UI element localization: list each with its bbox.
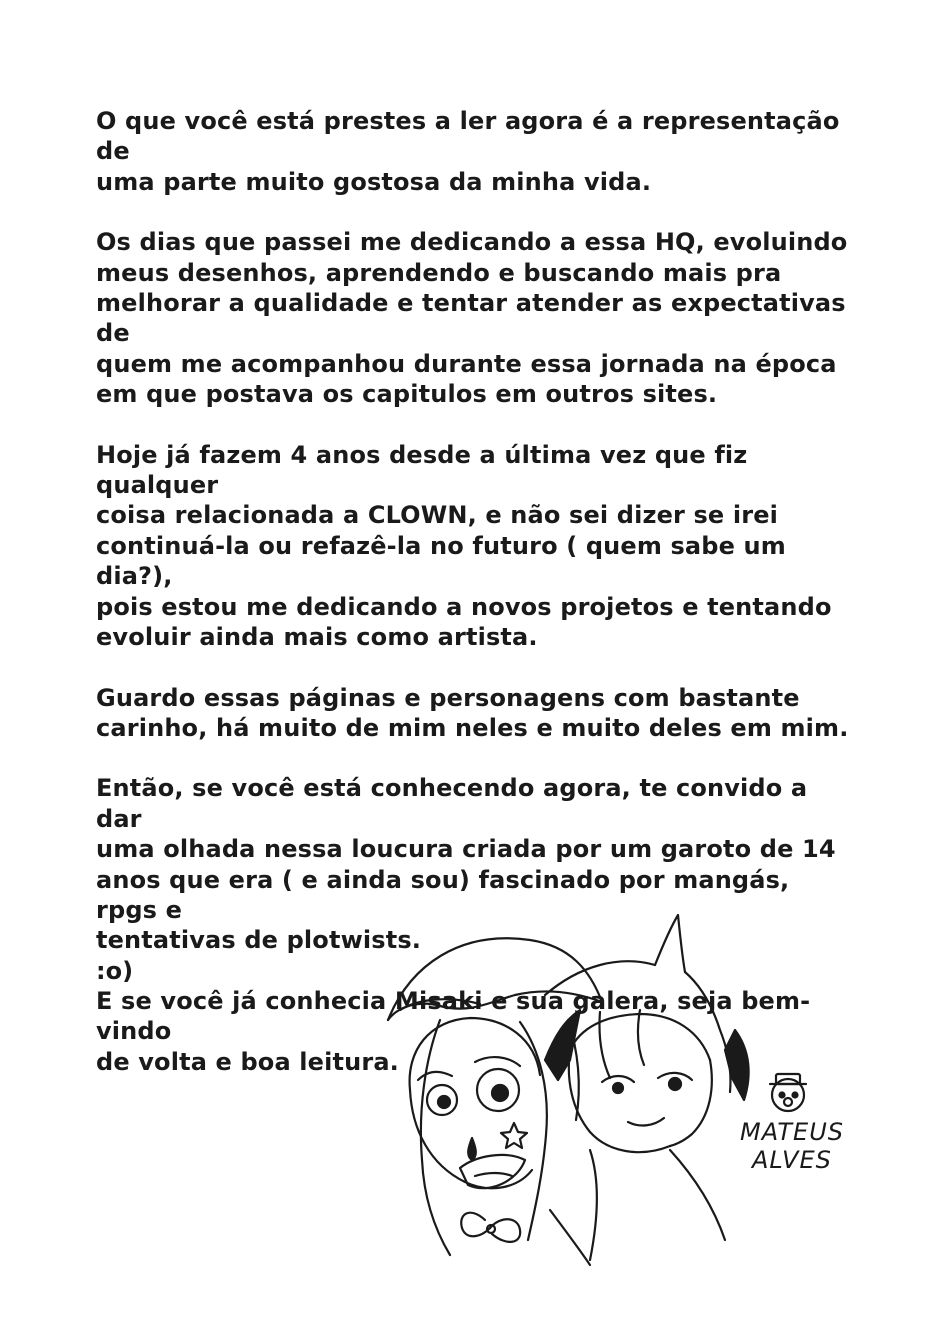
paragraph-welcome-back: E se você já conhecia Misaki e sua galera, seja bem-vindo de volta e boa leitura. [96, 986, 811, 1076]
paragraph-invitation: Então, se você está conhecendo agora, te convido a dar uma olhada nessa loucura criada por um garoto de 14 anos que era ( e ainda sou) fascinado por mangás, rpgs e tentativas de plotwists. [96, 774, 836, 955]
two-characters-sketch-icon [340, 910, 860, 1270]
paragraph-journey: Os dias que passei me dedicando a essa HQ, evoluindo meus desenhos, aprendendo e buscando mais pra melhorar a qualidade e tentar atender as expectativas de quem me acompanhou durante essa jornada na época em que postava os capitulos em outros sites. [96, 228, 848, 409]
smiley-text: :o) [96, 957, 134, 985]
clown-mascot-icon [770, 1074, 806, 1111]
paragraph-intro: O que você está prestes a ler agora é a representação de uma parte muito gostosa da minha vida. [96, 107, 840, 196]
signature-line-last: ALVES [752, 1146, 832, 1174]
paragraph-affection: Guardo essas páginas e personagens com bastante carinho, há muito de mim neles e muito deles em mim. [96, 683, 849, 742]
paragraph-hiatus: Hoje já fazem 4 anos desde a última vez que fiz qualquer coisa relacionada a CLOWN, e não sei dizer se irei continuá-la ou refazê-la no futuro ( quem sabe um dia?), pois estou me dedicando a novos projetos e tentando evoluir ainda mais como artista. [96, 440, 832, 652]
signature-line-first: MATEUS [740, 1118, 845, 1146]
signature [740, 1118, 850, 1174]
